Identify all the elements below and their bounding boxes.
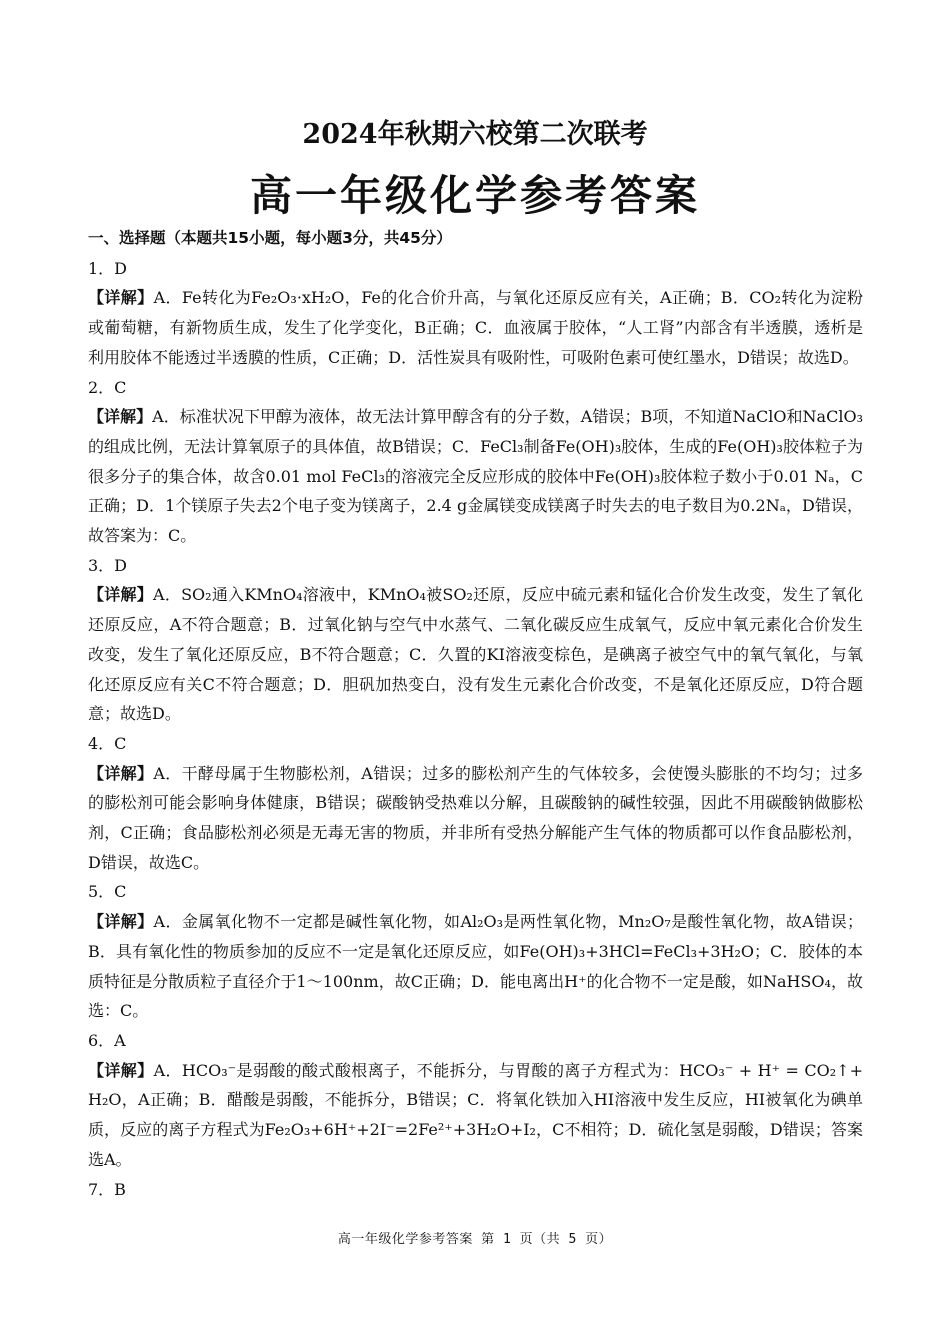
question-3 [88, 551, 863, 729]
question-2 [88, 373, 863, 551]
explanation [88, 283, 863, 372]
detail-label: 【详解】 [88, 585, 154, 605]
question-5 [88, 877, 863, 1026]
answer-line: 4．C [88, 733, 127, 753]
question-1 [88, 254, 863, 373]
explanation-text: A．SO₂通入KMnO₄溶液中，KMnO₄被SO₂还原，反应中硫元素和锰化合价发生改变，发生了氧化还原反应，A不符合题意；B．过氧化钠与空气中水蒸气、二氧化碳反应生成氧气，反应中氧元素化合价发生改变，发生了氧化还原反应，B不符合题意；C．久置的KI溶液变棕色，是碘离子被空气中的氧气氧化，与氧化还原反应有关C不符合题意；D．胆矾加热变白，没有发生元素化合价改变，不是氧化还原反应，D符合题意；故选D。 [88, 585, 863, 724]
answer-line: 7．B [88, 1179, 126, 1199]
page-footer: 高一年级化学参考答案 第 1 页（共 5 页） [337, 1232, 613, 1247]
explanation [88, 402, 863, 551]
detail-label: 【详解】 [88, 1060, 154, 1080]
answer-line: 5．C [88, 882, 127, 902]
document-title: 高一年级化学参考答案 [249, 171, 700, 220]
answer-line: 3．D [88, 555, 128, 575]
explanation [88, 907, 863, 1026]
explanation-text: A．标准状况下甲醇为液体，故无法计算甲醇含有的分子数，A错误；B项，不知道NaClO和NaClO₃的组成比例，无法计算氧原子的具体值，故B错误；C．FeCl₃制备Fe(OH)₃胶体，生成的Fe(OH)₃胶体粒子为很多分子的集合体，故含0.01 mol FeCl₃的溶液完全反应形成的胶体中Fe(OH)₃胶体粒子数小于0.01 Nₐ，C正确；D．1个镁原子失去2个电子变为镁离子，2.4 g金属镁变成镁离子时失去的电子数目为0.2Nₐ，D错误，故答案为：C。 [88, 407, 863, 546]
answer-line: 2．C [88, 377, 127, 397]
detail-label: 【详解】 [88, 407, 153, 427]
explanation [88, 759, 863, 878]
explanation-text: A．HCO₃⁻是弱酸的酸式酸根离子，不能拆分，与胃酸的离子方程式为：HCO₃⁻ + H⁺ = CO₂↑+ H₂O，A正确；B．醋酸是弱酸，不能拆分，B错误；C．将氧化铁加入HI溶液中发生反应，HI被氧化为碘单质，反应的离子方程式为Fe₂O₃+6H⁺+2I⁻=2Fe²⁺+3H₂O+I₂，C不相符；D．硫化氢是弱酸，D错误；答案选A。 [88, 1060, 863, 1169]
explanation-text: A．干酵母属于生物膨松剂，A错误；过多的膨松剂产生的气体较多，会使馒头膨胀的不均匀；过多的膨松剂可能会影响身体健康，B错误；碳酸钠受热难以分解，且碳酸钠的碱性较强，因此不用碳酸钠做膨松剂，C正确；食品膨松剂必须是无毒无害的物质，并非所有受热分解能产生气体的物质都可以作食品膨松剂，D错误，故选C。 [88, 763, 863, 872]
question-7 [88, 1175, 863, 1205]
detail-label: 【详解】 [88, 763, 154, 783]
detail-label: 【详解】 [88, 288, 154, 308]
detail-label: 【详解】 [88, 912, 154, 932]
question-4 [88, 729, 863, 878]
exam-title: 2024年秋期六校第二次联考 [302, 119, 648, 150]
section-title: 一、选择题（本题共15小题，每小题3分，共45分） [88, 229, 452, 247]
explanation-text: A．Fe转化为Fe₂O₃·xH₂O，Fe的化合价升高，与氧化还原反应有关，A正确；B．CO₂转化为淀粉或葡萄糖，有新物质生成，发生了化学变化，B正确；C．血液属于胶体，“人工肾”内部含有半透膜，透析是利用胶体不能透过半透膜的性质，C正确；D．活性炭具有吸附性，可吸附色素可使红墨水，D错误；故选D。 [88, 288, 863, 367]
answer-line: 6．A [88, 1030, 126, 1050]
explanation [88, 1056, 863, 1175]
question-6 [88, 1026, 863, 1175]
answer-line: 1．D [88, 258, 128, 278]
explanation-text: A．金属氧化物不一定都是碱性氧化物，如Al₂O₃是两性氧化物，Mn₂O₇是酸性氧化物，故A错误；B．具有氧化性的物质参加的反应不一定是氧化还原反应，如Fe(OH)₃+3HCl=FeCl₃+3H₂O；C．胶体的本质特征是分散质粒子直径介于1～100nm，故C正确；D．能电离出H⁺的化合物不一定是酸，如NaHSO₄，故选：C。 [88, 912, 863, 1021]
explanation [88, 580, 863, 729]
answer-content [88, 224, 863, 1204]
